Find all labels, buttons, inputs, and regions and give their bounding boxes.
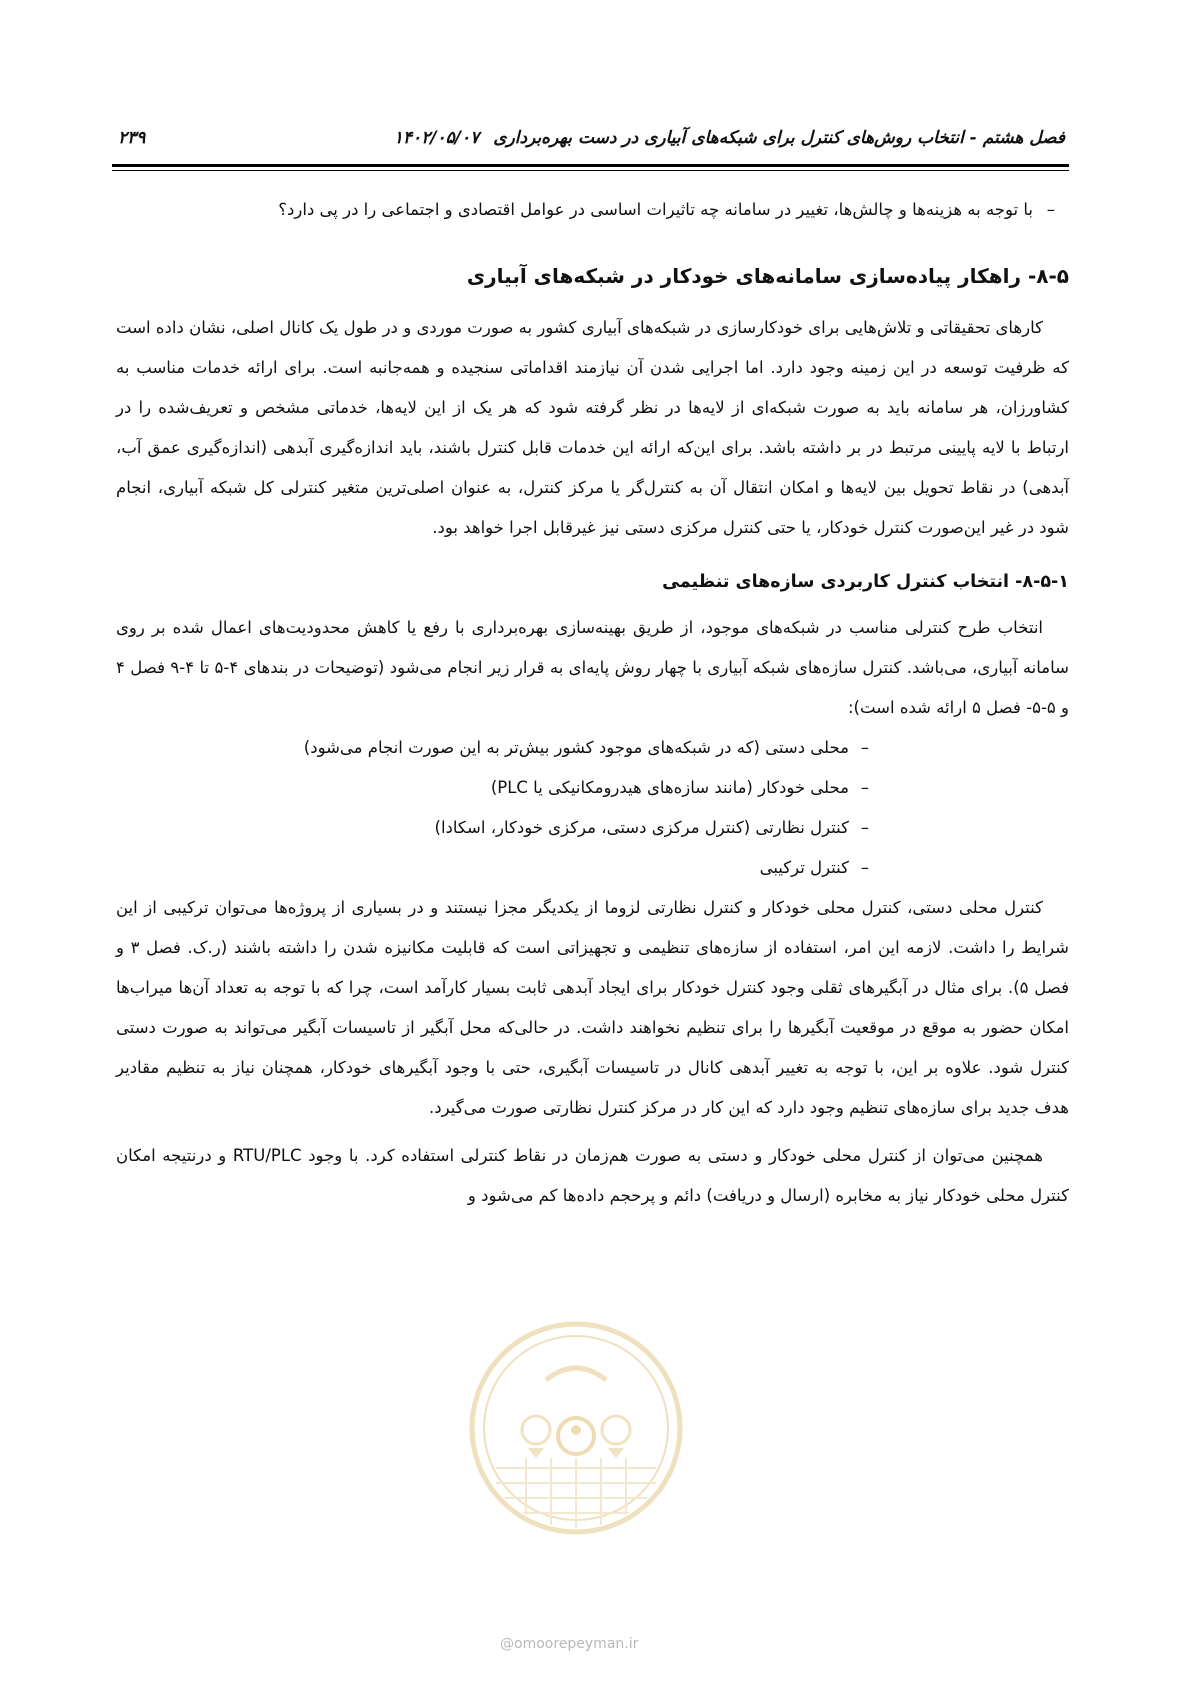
dash-bullet: –: [860, 818, 869, 837]
header-rule-thick: [112, 164, 1069, 167]
header-date: ۱۴۰۲/۰۵/۰۷: [393, 128, 480, 148]
watermark-url: @omoorepeyman.ir: [500, 1636, 639, 1652]
chapter-title: فصل هشتم - انتخاب روش‌های کنترل برای شبکه‌های آبیاری در دست بهره‌برداری: [493, 128, 1065, 148]
list-item-text: محلی خودکار (مانند سازه‌های هیدرومکانیکی یا PLC): [490, 778, 849, 797]
list-item-text: کنترل ترکیبی: [759, 858, 849, 877]
page-number: ۲۳۹: [118, 128, 146, 148]
subsection-heading: ۸-۵-۱- انتخاب کنترل کاربردی سازه‌های تنظیمی: [662, 572, 1069, 592]
dash-bullet: –: [1046, 200, 1055, 219]
section-heading: ۸-۵- راهکار پیاده‌سازی سامانه‌های خودکار در شبکه‌های آبیاری: [466, 264, 1069, 288]
running-header: [394, 128, 1065, 148]
list-item-text: کنترل نظارتی (کنترل مرکزی دستی، مرکزی خودکار، اسکادا): [434, 818, 849, 837]
section-paragraph: کارهای تحقیقاتی و تلاش‌هایی برای خودکارسازی در شبکه‌های آبیاری کشور به صورت موردی و در طول یک کانال اصلی، نشان داده است که ظرفیت توسعه در این زمینه وجود دارد. اما اجرایی شدن آن نیازمند اقداماتی سنجیده و همه‌جانبه است. برای ارائه خدمات مناسب به کشاورزان، هر سامانه باید به صورت شبکه‌ای از لایه‌ها در نظر گرفته شود که هر یک از این لایه‌ها، خدماتی مشخص و تعریف‌شده را در ارتباط با لایه پایینی مرتبط در بر داشته باشد. برای این‌که ارائه این خدمات قابل کنترل باشند، باید اندازه‌گیری آبدهی (اندازه‌گیری عمق آب، آبدهی) در نقاط تحویل بین لایه‌ها و امکان انتقال آن به کنترل‌گر یا مرکز کنترل، به عنوان اصلی‌ترین متغیر کنترلی کل شبکه آبیاری، انجام شود در غیر این‌صورت کنترل خودکار، یا حتی کنترل مرکزی دستی نیز غیرقابل اجرا خواهد بود.: [116, 318, 1069, 537]
header-rule-thin: [112, 170, 1069, 171]
list-item: [116, 728, 879, 768]
list-item: [116, 768, 879, 808]
body-paragraph: همچنین می‌توان از کنترل محلی خودکار و دستی به صورت هم‌زمان در نقاط کنترلی استفاده کرد. با وجود RTU/PLC و درنتیجه امکان کنترل محلی خودکار نیاز به مخابره (ارسال و دریافت) دائم و پرحجم داده‌ها کم می‌شود و: [116, 1146, 1069, 1205]
method-list: [116, 728, 1069, 888]
question-text: با توجه به هزینه‌ها و چالش‌ها، تغییر در سامانه چه تاثیرات اساسی در عوامل اقتصادی و اجتماعی را در پی دارد؟: [278, 200, 1033, 219]
dash-bullet: –: [860, 778, 869, 797]
list-item-text: محلی دستی (که در شبکه‌های موجود کشور بیش‌تر به این صورت انجام می‌شود): [303, 738, 849, 757]
page-header: [118, 128, 1065, 154]
list-item: [116, 848, 879, 888]
dash-bullet: –: [860, 738, 869, 757]
page-body: [116, 190, 1069, 1216]
subsection-intro: انتخاب طرح کنترلی مناسب در شبکه‌های موجود، از طریق بهینه‌سازی بهره‌برداری با رفع یا کاهش محدودیت‌های اعمال شده بر روی سامانه آبیاری، می‌باشد. کنترل سازه‌های شبکه آبیاری با چهار روش پایه‌ای به قرار زیر انجام می‌شود (توضیحات در بندهای ۴-۵ تا ۴-۹ فصل ۴ و ۵-۵- فصل ۵ ارائه شده است):: [116, 618, 1069, 717]
watermark-seal-icon: [466, 1318, 686, 1538]
body-paragraph: کنترل محلی دستی، کنترل محلی خودکار و کنترل نظارتی لزوما از یکدیگر مجزا نیستند و در بسیاری از پروژه‌ها می‌توان ترکیبی از این شرایط را داشت. لازمه این امر، استفاده از سازه‌های تنظیمی و تجهیزاتی است که قابلیت مکانیزه شدن را داشته باشند (ر.ک. فصل ۳ و فصل ۵). برای مثال در آبگیرهای ثقلی وجود کنترل خودکار برای ایجاد آبدهی ثابت بسیار کارآمد است، چرا که با توجه به تعداد آن‌ها میراب‌ها امکان حضور به موقع در موقعیت آبگیرها را برای تنظیم نخواهند داشت. در حالی‌که محل آبگیر از تاسیسات آبگیر می‌تواند به صورت دستی کنترل شود. علاوه بر این، با توجه به تغییر آبدهی کانال در تاسیسات آبگیری، حتی با وجود آبگیرهای خودکار، همچنان نیاز به تنظیم مقادیر هدف جدید برای سازه‌های تنظیم وجود دارد که این کار در مرکز کنترل نظارتی صورت می‌گیرد.: [116, 898, 1069, 1117]
question-item: [116, 190, 1069, 230]
dash-bullet: –: [860, 858, 869, 877]
list-item: [116, 808, 879, 848]
